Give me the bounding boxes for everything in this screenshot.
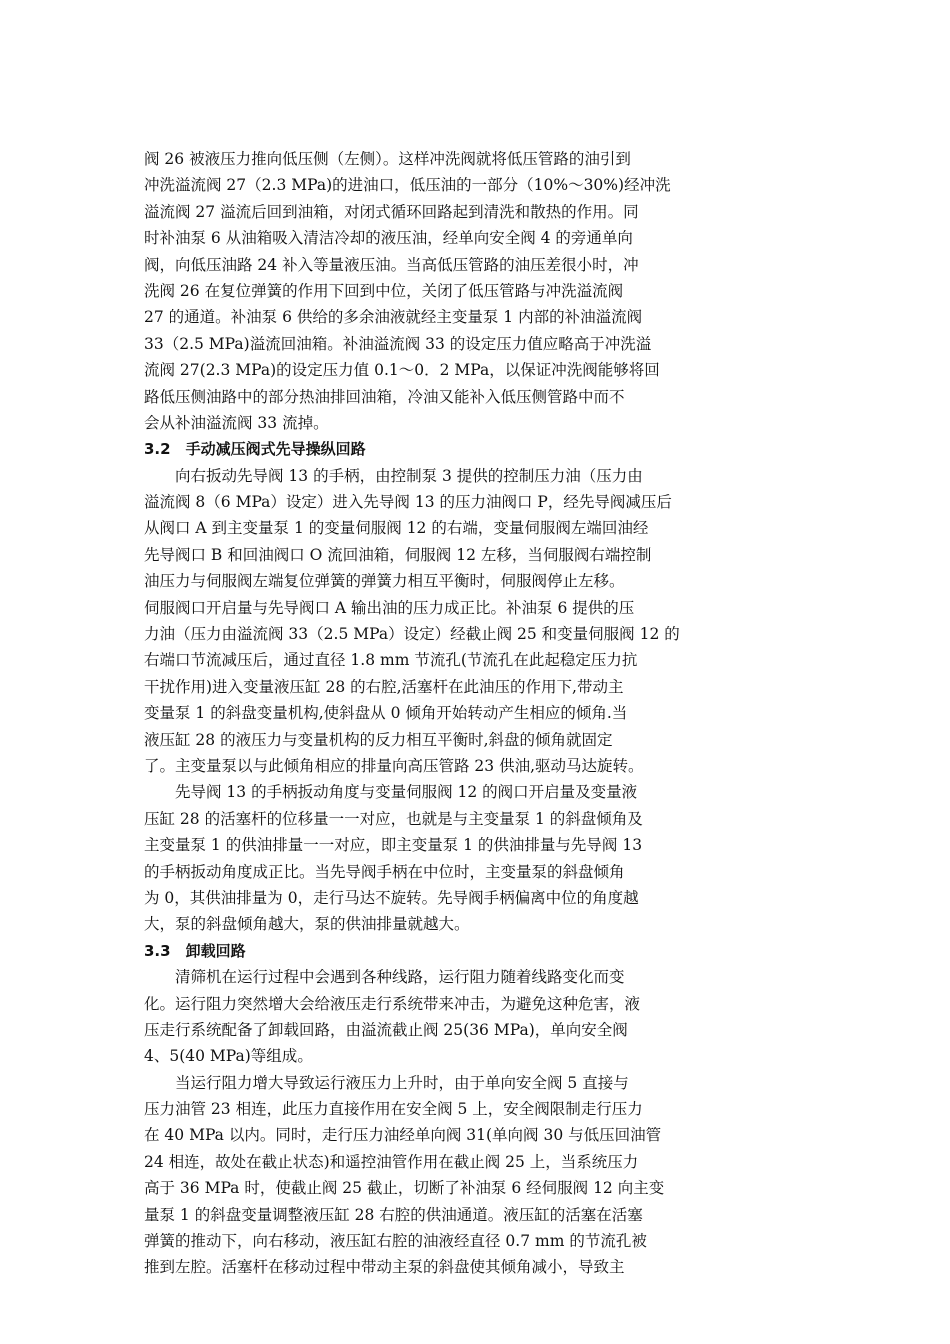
text-line: 变量泵 1 的斜盘变量机构,使斜盘从 0 倾角开始转动产生相应的倾角.当 bbox=[144, 704, 628, 723]
text-line: 溢流阀 8（6 MPa）设定）进入先导阀 13 的压力油阀口 P，经先导阀减压后 bbox=[144, 493, 672, 512]
text-line: 先导阀 13 的手柄扳动角度与变量伺服阀 12 的阀口开启量及变量液 bbox=[175, 783, 638, 802]
text-line: 化。运行阻力突然增大会给液压走行系统带来冲击，为避免这种危害，液 bbox=[144, 994, 641, 1013]
text-line: 冲洗溢流阀 27（2.3 MPa)的进油口，低压油的一部分（10%～30%)经冲洗 bbox=[144, 176, 671, 195]
text-line: 油压力与伺服阀左端复位弹簧的弹簧力相互平衡时，伺服阀停止左移。 bbox=[144, 572, 625, 591]
text-line: 当运行阻力增大导致运行液压力上升时，由于单向安全阀 5 直接与 bbox=[175, 1073, 629, 1092]
text-line: 液压缸 28 的液压力与变量机构的反力相互平衡时,斜盘的倾角就固定 bbox=[144, 730, 613, 749]
text-line: 力油（压力由溢流阀 33（2.5 MPa）设定）经截止阀 25 和变量伺服阀 12 的 bbox=[144, 625, 680, 644]
text-line: 伺服阀口开启量与先导阀口 A 输出油的压力成正比。补油泵 6 提供的压 bbox=[144, 598, 635, 617]
text-line: 清筛机在运行过程中会遇到各种线路，运行阻力随着线路变化而变 bbox=[175, 968, 625, 987]
text-line: 会从补油溢流阀 33 流掉。 bbox=[144, 413, 329, 432]
text-line: 为 0，其供油排量为 0，走行马达不旋转。先导阀手柄偏离中位的角度越 bbox=[144, 888, 639, 907]
text-line: 洗阀 26 在复位弹簧的作用下回到中位，关闭了低压管路与冲洗溢流阀 bbox=[144, 281, 624, 300]
text-line: 阀 26 被液压力推向低压侧（左侧）。这样冲洗阀就将低压管路的油引到 bbox=[144, 150, 631, 168]
text-line: 了。主变量泵以与此倾角相应的排量向高压管路 23 供油,驱动马达旋转。 bbox=[144, 756, 644, 775]
section-heading: 3.3 卸载回路 bbox=[144, 941, 246, 960]
section-heading: 3.2 手动减压阀式先导操纵回路 bbox=[144, 440, 366, 459]
text-line: 弹簧的推动下，向右移动，液压缸右腔的油液经直径 0.7 mm 的节流孔被 bbox=[144, 1232, 647, 1251]
text-line: 干扰作用)进入变量液压缸 28 的右腔,活塞杆在此油压的作用下,带动主 bbox=[144, 677, 624, 696]
text-line: 在 40 MPa 以内。同时，走行压力油经单向阀 31(单向阀 30 与低压回油管 bbox=[144, 1126, 662, 1145]
text-line: 33（2.5 MPa)溢流回油箱。补油溢流阀 33 的设定压力值应略高于冲洗溢 bbox=[144, 334, 652, 353]
document-body bbox=[144, 146, 740, 1281]
text-line: 向右扳动先导阀 13 的手柄，由控制泵 3 提供的控制压力油（压力由 bbox=[175, 466, 643, 485]
text-line: 压缸 28 的活塞杆的位移量一一对应，也就是与主变量泵 1 的斜盘倾角及 bbox=[144, 809, 643, 828]
text-line: 大，泵的斜盘倾角越大，泵的供油排量就越大。 bbox=[144, 915, 470, 934]
text-line: 24 相连，故处在截止状态)和遥控油管作用在截止阀 25 上，当系统压力 bbox=[144, 1152, 639, 1171]
text-line: 时补油泵 6 从油箱吸入清洁冷却的液压油，经单向安全阀 4 的旁通单向 bbox=[144, 229, 633, 248]
text-line: 主变量泵 1 的供油排量一一对应，即主变量泵 1 的供油排量与先导阀 13 bbox=[144, 836, 643, 855]
text-line: 阀，向低压油路 24 补入等量液压油。当高低压管路的油压差很小时，冲 bbox=[144, 255, 639, 274]
text-line: 路低压侧油路中的部分热油排回油箱，冷油又能补入低压侧管路中而不 bbox=[144, 387, 625, 406]
text-line: 溢流阀 27 溢流后回到油箱，对闭式循环回路起到清洗和散热的作用。同 bbox=[144, 202, 639, 221]
text-line: 压力油管 23 相连，此压力直接作用在安全阀 5 上，安全阀限制走行压力 bbox=[144, 1100, 643, 1119]
text-line: 右端口节流减压后，通过直径 1.8 mm 节流孔(节流孔在此起稳定压力抗 bbox=[144, 651, 638, 670]
text-line: 的手柄扳动角度成正比。当先导阀手柄在中位时，主变量泵的斜盘倾角 bbox=[144, 862, 625, 881]
text-line: 高于 36 MPa 时，使截止阀 25 截止，切断了补油泵 6 经伺服阀 12 向主变 bbox=[144, 1179, 665, 1198]
text-line: 流阀 27(2.3 MPa)的设定压力值 0.1～0．2 MPa，以保证冲洗阀能够将回 bbox=[144, 361, 660, 380]
text-line: 4、5(40 MPa)等组成。 bbox=[144, 1047, 313, 1066]
text-line: 推到左腔。活塞杆在移动过程中带动主泵的斜盘使其倾角减小，导致主 bbox=[144, 1258, 625, 1277]
text-line: 先导阀口 B 和回油阀口 O 流回油箱，伺服阀 12 左移，当伺服阀右端控制 bbox=[144, 545, 652, 564]
text-line: 压走行系统配备了卸载回路，由溢流截止阀 25(36 MPa)，单向安全阀 bbox=[144, 1020, 628, 1039]
text-line: 从阀口 A 到主变量泵 1 的变量伺服阀 12 的右端，变量伺服阀左端回油经 bbox=[144, 519, 649, 538]
text-line: 27 的通道。补油泵 6 供给的多余油液就经主变量泵 1 内部的补油溢流阀 bbox=[144, 308, 643, 327]
text-line: 量泵 1 的斜盘变量调整液压缸 28 右腔的供油通道。液压缸的活塞在活塞 bbox=[144, 1205, 643, 1224]
